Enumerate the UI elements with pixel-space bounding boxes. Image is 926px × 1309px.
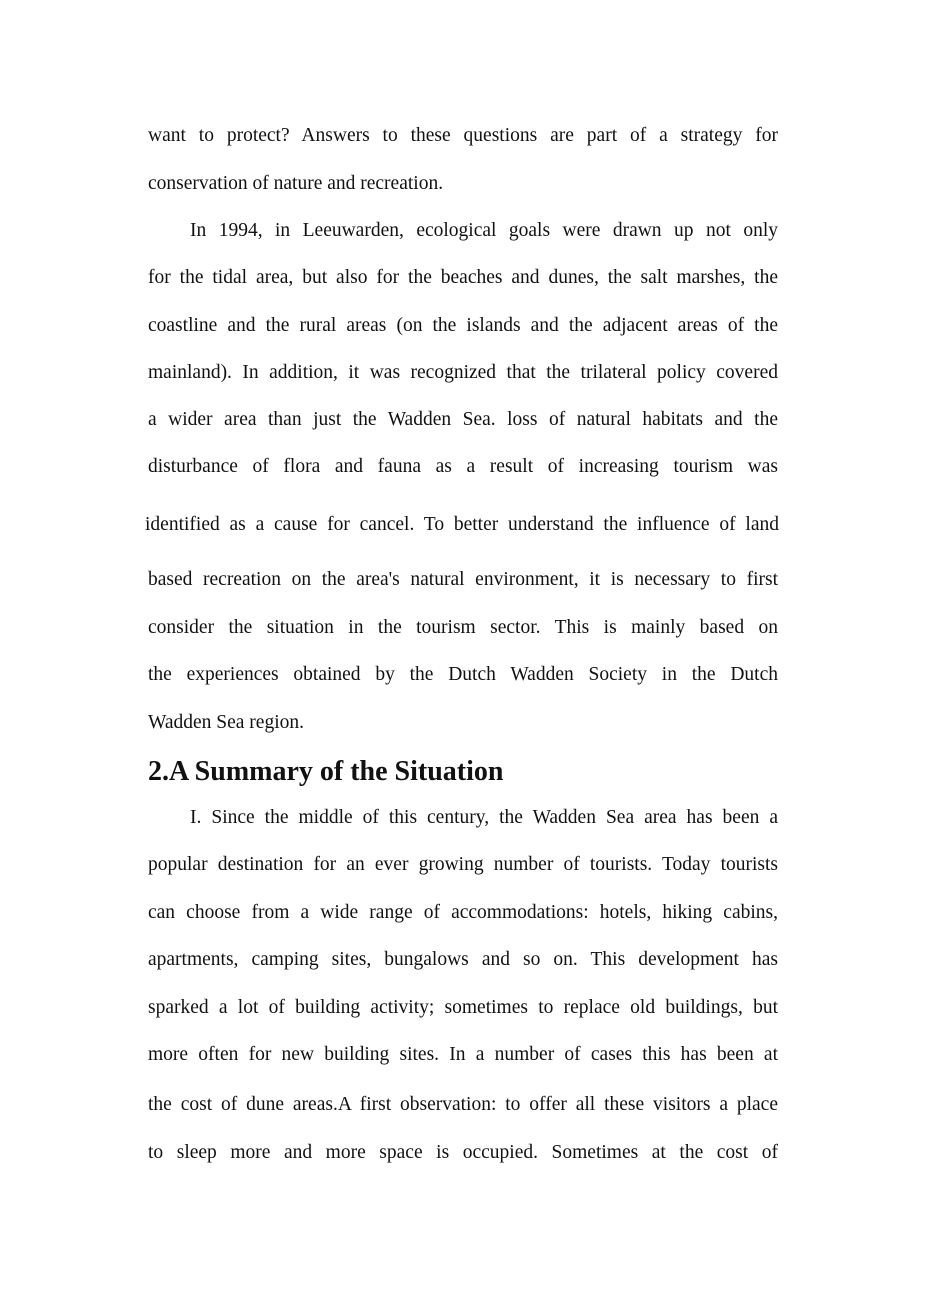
paragraph-line: for the tidal area, but also for the beaches and dunes, the salt marshes, the bbox=[148, 267, 778, 288]
paragraph-line: mainland). In addition, it was recognized that the trilateral policy covered bbox=[148, 362, 778, 383]
paragraph-line: the experiences obtained by the Dutch Wadden Society in the Dutch bbox=[148, 664, 778, 685]
paragraph-line: apartments, camping sites, bungalows and so on. This development has bbox=[148, 949, 778, 970]
paragraph-line: can choose from a wide range of accommodations: hotels, hiking cabins, bbox=[148, 902, 778, 923]
section-heading: 2.A Summary of the Situation bbox=[148, 756, 504, 787]
paragraph-line: consider the situation in the tourism sector. This is mainly based on bbox=[148, 617, 778, 638]
paragraph-line: conservation of nature and recreation. bbox=[148, 173, 444, 194]
paragraph-line: to sleep more and more space is occupied. Sometimes at the cost of bbox=[148, 1142, 778, 1163]
paragraph-line: based recreation on the area's natural environment, it is necessary to first bbox=[148, 569, 778, 590]
paragraph-line: the cost of dune areas.A first observation: to offer all these visitors a place bbox=[148, 1094, 778, 1115]
paragraph-line: more often for new building sites. In a number of cases this has been at bbox=[148, 1044, 778, 1065]
paragraph-line: coastline and the rural areas (on the islands and the adjacent areas of the bbox=[148, 315, 778, 336]
paragraph-line: identified as a cause for cancel. To better understand the influence of land bbox=[145, 514, 779, 535]
paragraph-line: I. Since the middle of this century, the Wadden Sea area has been a bbox=[190, 807, 778, 828]
paragraph-line: Wadden Sea region. bbox=[148, 712, 304, 733]
paragraph-line: disturbance of flora and fauna as a result of increasing tourism was bbox=[148, 456, 778, 477]
paragraph-line: want to protect? Answers to these questions are part of a strategy for bbox=[148, 125, 778, 146]
paragraph-line: In 1994, in Leeuwarden, ecological goals were drawn up not only bbox=[190, 220, 778, 241]
paragraph-line: a wider area than just the Wadden Sea. loss of natural habitats and the bbox=[148, 409, 778, 430]
paragraph-line: popular destination for an ever growing number of tourists. Today tourists bbox=[148, 854, 778, 875]
paragraph-line: sparked a lot of building activity; sometimes to replace old buildings, but bbox=[148, 997, 778, 1018]
